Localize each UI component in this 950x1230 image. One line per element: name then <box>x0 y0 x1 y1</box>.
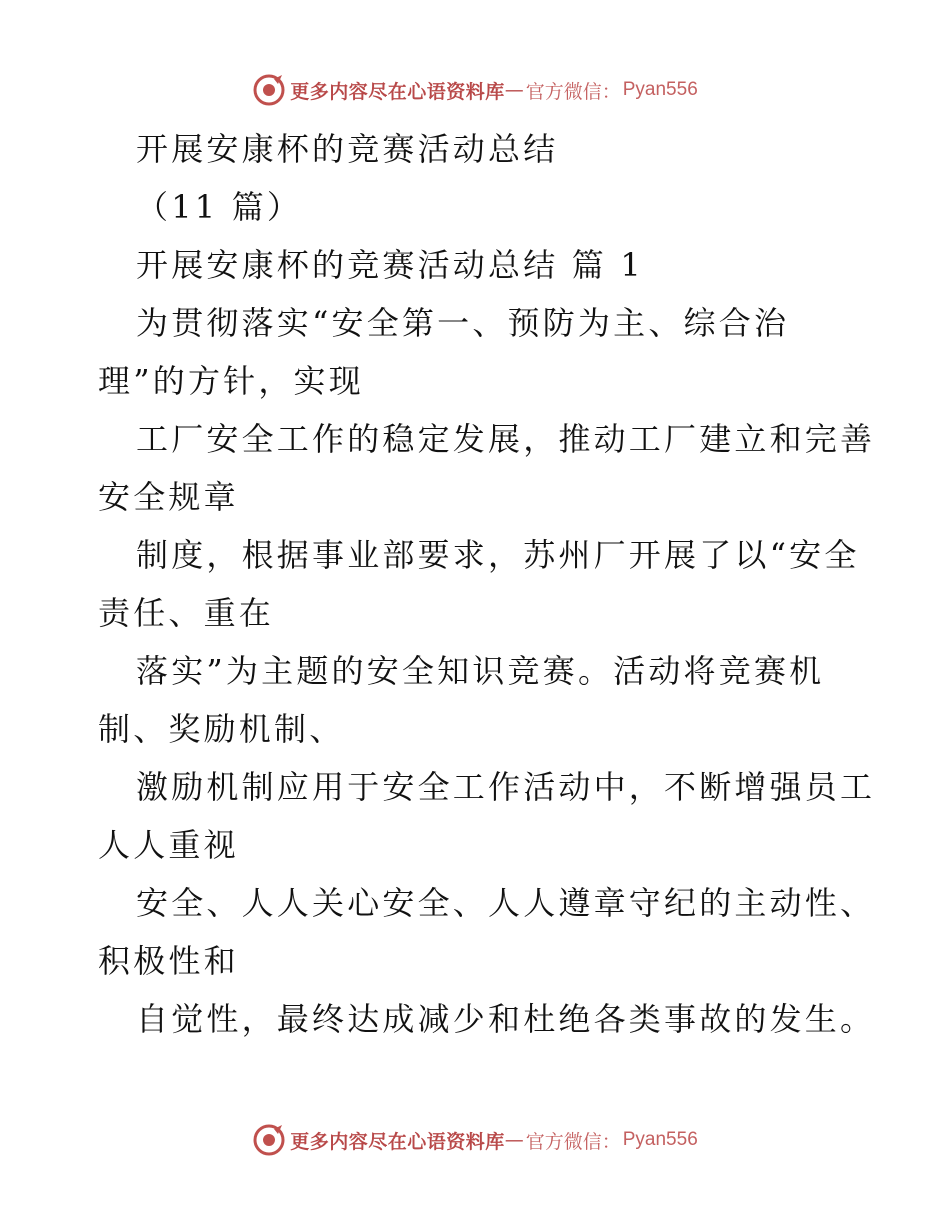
brand-logo-icon <box>252 73 286 107</box>
watermark-dash: — <box>504 1129 524 1151</box>
watermark-main-text: 更多内容尽在心语资料库 <box>290 1130 505 1153</box>
watermark-wechat-handle: Pyan556 <box>622 1129 698 1150</box>
body-line: 人人重视 <box>98 826 239 864</box>
body-line: 自觉性，最终达成减少和杜绝各类事故的发生。 <box>136 1000 876 1038</box>
body-line: 安全规章 <box>98 478 239 516</box>
body-line: 安全、人人关心安全、人人遵章守纪的主动性、 <box>136 884 876 922</box>
document-title: 开展安康杯的竞赛活动总结 <box>136 130 559 168</box>
watermark-wechat-handle: Pyan556 <box>622 79 698 100</box>
body-line: 理”的方针，实现 <box>98 362 364 400</box>
body-line: 积极性和 <box>98 942 239 980</box>
body-line: 激励机制应用于安全工作活动中，不断增强员工 <box>136 768 876 806</box>
watermark-dash: — <box>504 79 524 101</box>
section-heading: 开展安康杯的竞赛活动总结 篇 1 <box>136 246 644 284</box>
body-line: 制度，根据事业部要求，苏州厂开展了以“安全 <box>136 536 860 574</box>
body-line: 责任、重在 <box>98 594 275 632</box>
header-watermark <box>0 70 950 110</box>
body-line: 制、奖励机制、 <box>98 710 345 748</box>
document-body <box>98 120 898 1048</box>
document-subtitle: （11 篇） <box>136 188 303 226</box>
brand-logo-icon <box>252 1123 286 1157</box>
body-line: 工厂安全工作的稳定发展，推动工厂建立和完善 <box>136 420 876 458</box>
watermark-wechat-label: 官方微信： <box>525 80 621 103</box>
watermark-main-text: 更多内容尽在心语资料库 <box>290 80 505 103</box>
body-line: 为贯彻落实“安全第一、预防为主、综合治 <box>136 304 790 342</box>
watermark-wechat-label: 官方微信： <box>525 1130 621 1153</box>
body-line: 落实”为主题的安全知识竞赛。活动将竞赛机 <box>136 652 825 690</box>
footer-watermark <box>0 1120 950 1160</box>
